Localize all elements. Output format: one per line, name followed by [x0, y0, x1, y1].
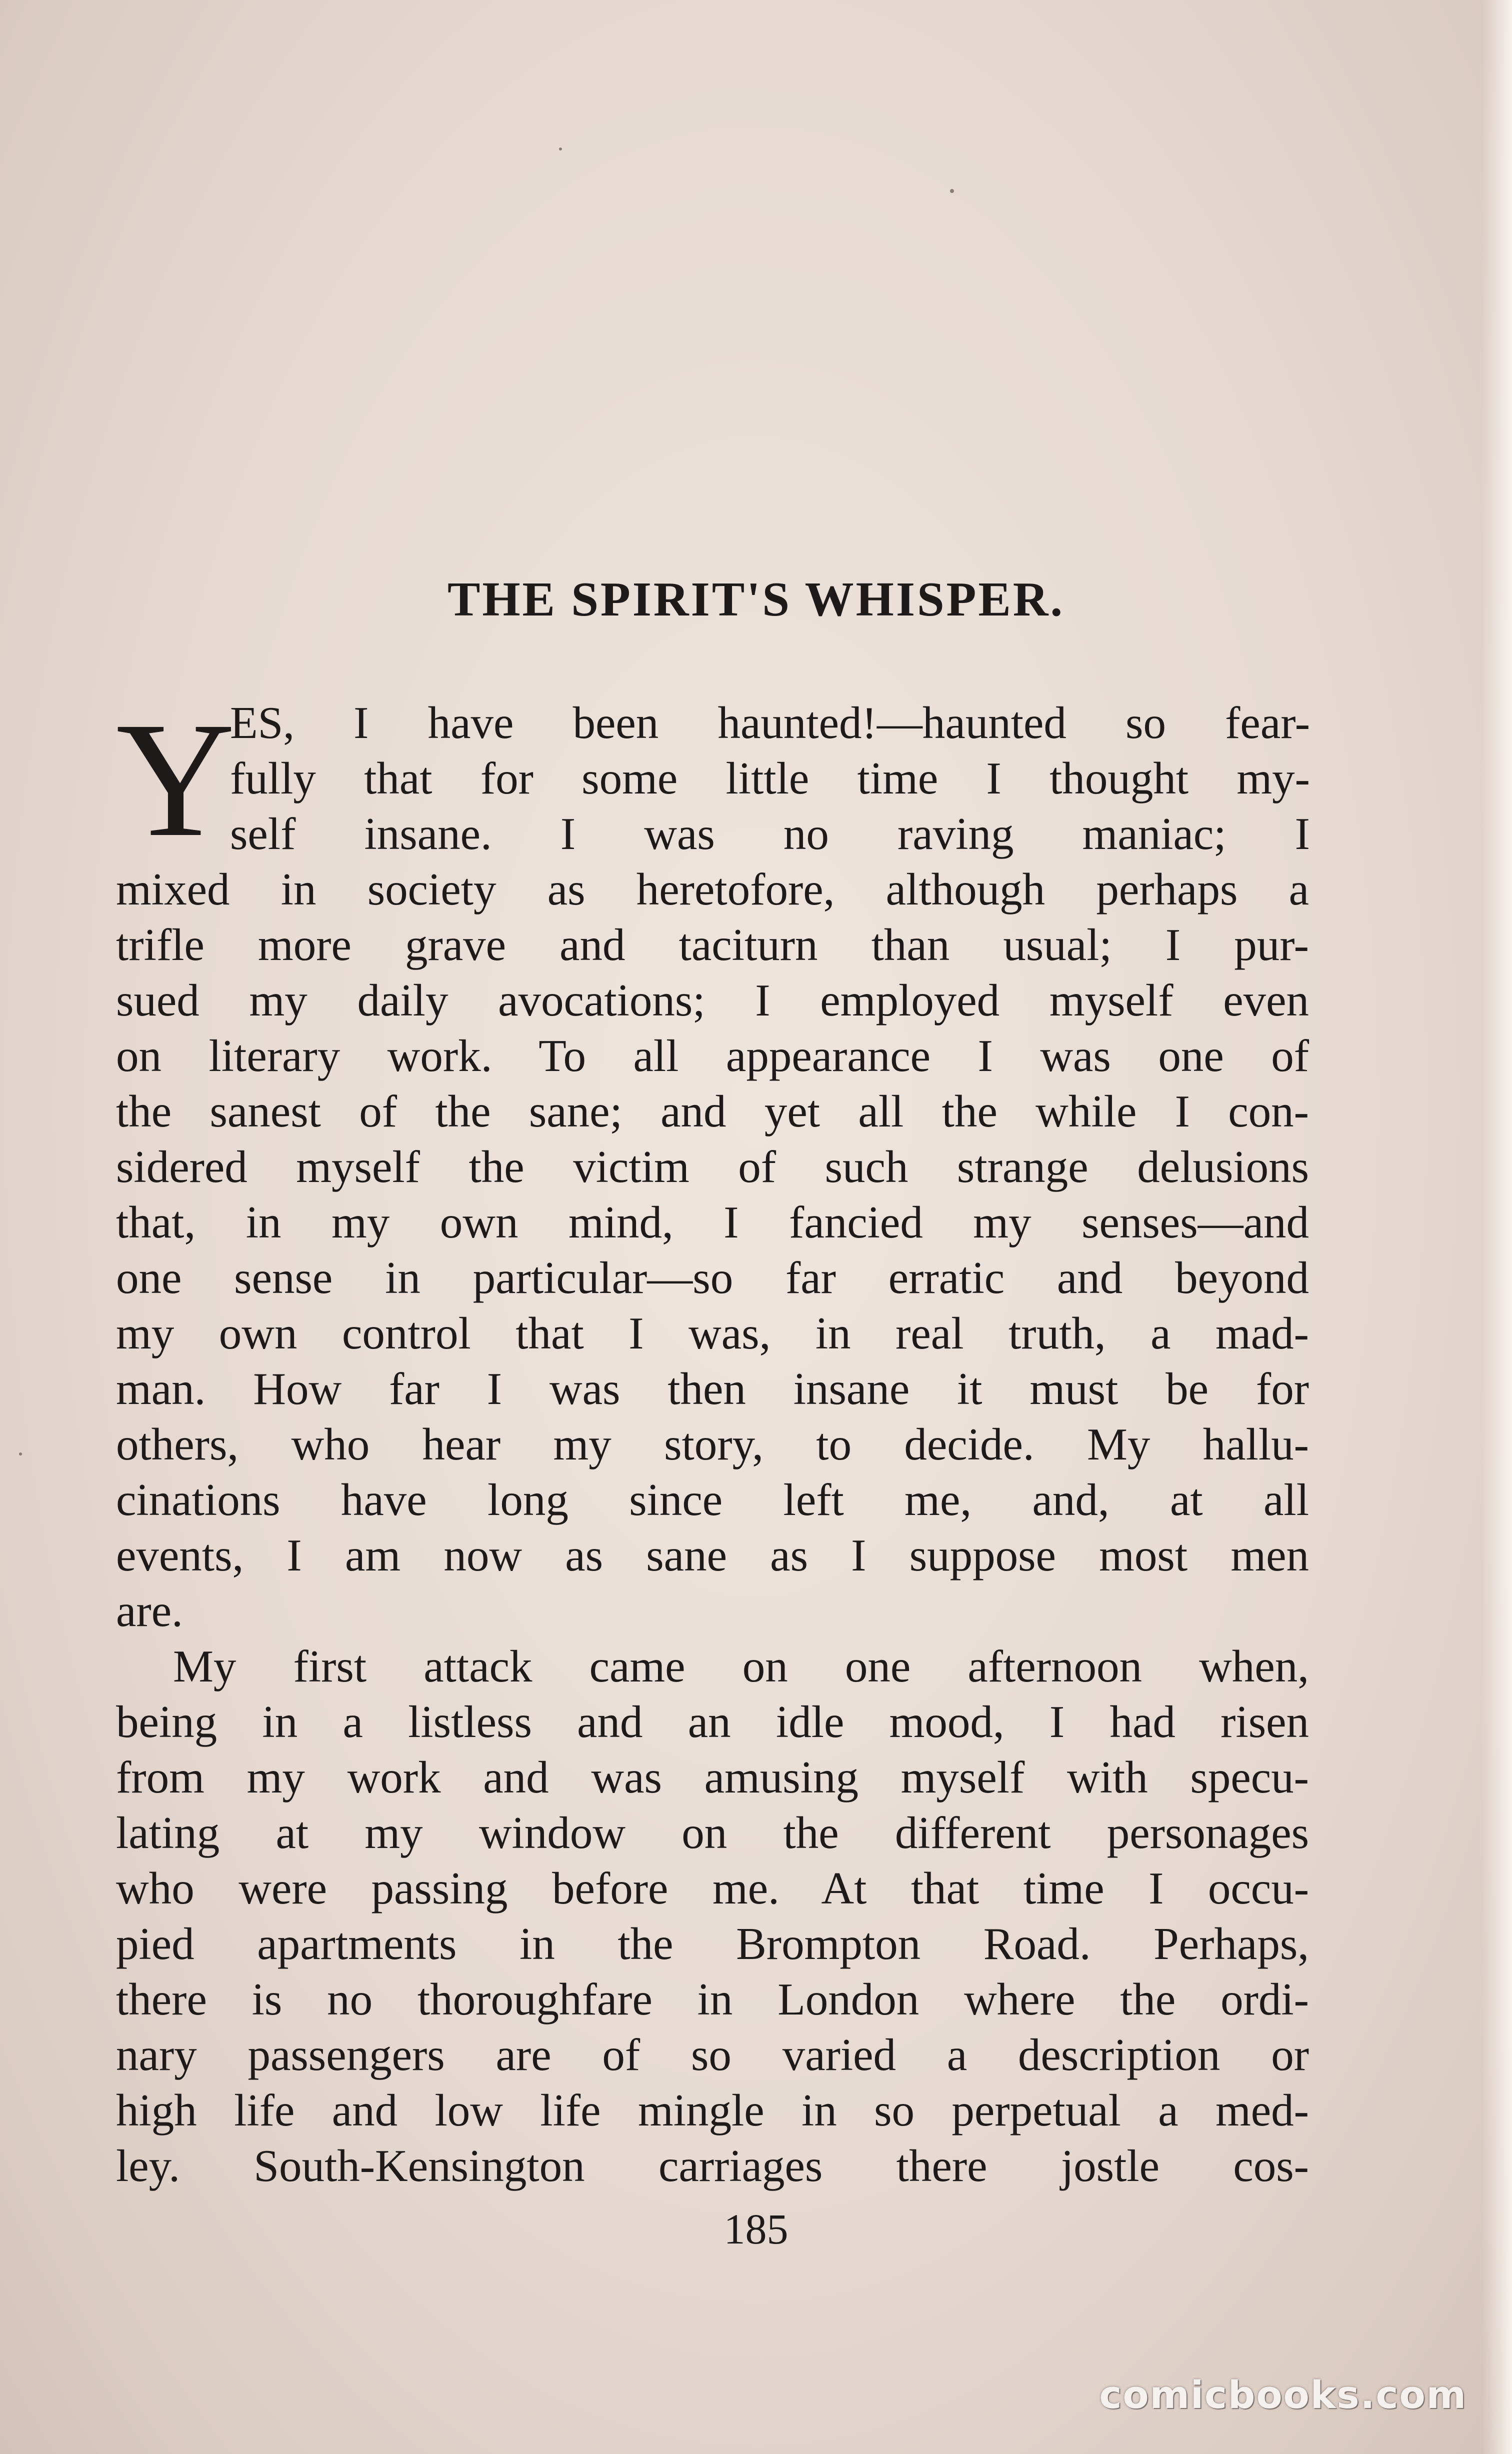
paragraph2-line: from my work and was amusing myself with specu-: [116, 1752, 1309, 1802]
paragraph1-line: trifle more grave and taciturn than usual; I pur-: [116, 920, 1309, 970]
paragraph1-line: the sanest of the sane; and yet all the while I con-: [116, 1086, 1309, 1136]
drop-cap: Y: [116, 688, 236, 871]
paragraph1-line: mixed in society as heretofore, although perhaps a: [116, 864, 1309, 914]
paragraph1-line: on literary work. To all appearance I was one of: [116, 1030, 1309, 1081]
watermark: comicbooks.com: [1099, 2372, 1467, 2417]
story-title: THE SPIRIT'S WHISPER.: [447, 572, 1065, 626]
paragraph2-line: ley. South-Kensington carriages there jostle cos-: [116, 2140, 1309, 2191]
ink-speck: [19, 1452, 22, 1456]
paragraph2-line: being in a listless and an idle mood, I had risen: [116, 1696, 1309, 1747]
paragraph1-line: ES, I have been haunted!—haunted so fear-: [230, 698, 1310, 748]
paragraph1-line: cinations have long since left me, and, at all: [116, 1474, 1309, 1525]
paragraph1-line: man. How far I was then insane it must be for: [116, 1364, 1309, 1414]
paragraph2-line: pied apartments in the Brompton Road. Perhaps,: [116, 1918, 1309, 1969]
paragraph1-line: are.: [116, 1586, 183, 1636]
paragraph2-line: nary passengers are of so varied a description or: [116, 2030, 1309, 2080]
page-edge-highlight: [1482, 0, 1512, 2454]
paragraph2-line: lating at my window on the different personages: [116, 1808, 1309, 1858]
paragraph1-line: that, in my own mind, I fancied my senses—and: [116, 1197, 1309, 1248]
paragraph2-line: there is no thoroughfare in London where the ordi-: [116, 1974, 1309, 2024]
ink-speck: [559, 148, 562, 150]
paragraph1-line: my own control that I was, in real truth, a mad-: [116, 1308, 1309, 1358]
paragraph1-line: fully that for some little time I thought my-: [230, 753, 1310, 804]
page-number: 185: [724, 2205, 788, 2253]
paragraph1-line: self insane. I was no raving maniac; I: [230, 808, 1310, 859]
paragraph2-line: high life and low life mingle in so perpetual a med-: [116, 2085, 1309, 2136]
paragraph1-line: one sense in particular—so far erratic and beyond: [116, 1252, 1309, 1303]
paragraph1-line: others, who hear my story, to decide. My hallu-: [116, 1419, 1309, 1470]
paragraph2-line: who were passing before me. At that time I occu-: [116, 1863, 1309, 1914]
paragraph1-line: sidered myself the victim of such strange delusions: [116, 1142, 1309, 1192]
paragraph1-line: sued my daily avocations; I employed myself even: [116, 975, 1309, 1026]
paragraph1-line: events, I am now as sane as I suppose most men: [116, 1530, 1309, 1580]
ink-speck: [950, 189, 954, 193]
paragraph2-line: My first attack came on one afternoon when,: [173, 1641, 1309, 1692]
